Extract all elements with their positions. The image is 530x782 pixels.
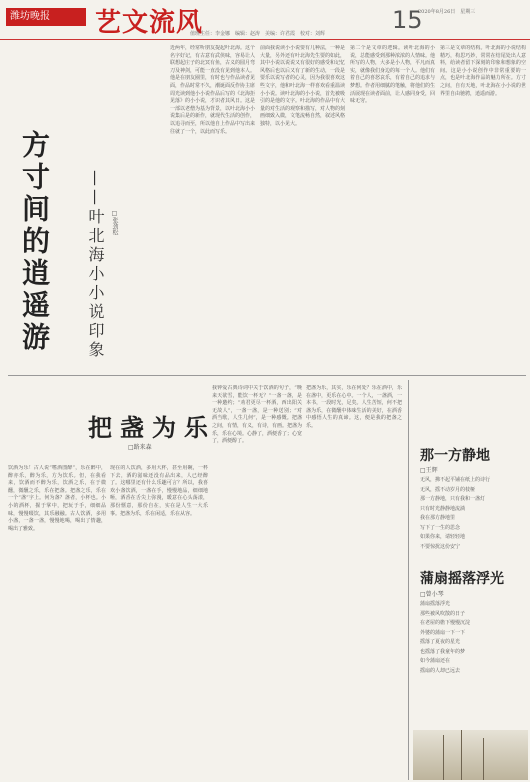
section-title-text: 艺文流风: [95, 8, 204, 38]
article1-col1: 近两年，经常听朋友提起叶北海。这个名字好记，有古意有武侠味，容易让人联想起庄子的北冥有鱼，古义的圆月弯刀及神剑，可能一直没有见到他本人。他是在朋友圈里，有时也与作品读者见面，作品时常不久，潮诞面反作协主席周光读到他小小说作品后写的《北海拒见落》的小小说，才识者其风日。这是一部以老僧为基为背景，以叶北海小小说集后是的新作，就现代生活的创作，以追寻而至，所以他自上作品中写出来往就了一个，以此而写乐。: [170, 45, 255, 135]
poem2-text: 蒲扇摇落浮光 那些被风吹散的日子 在老屋的檐下慢慢沉淀 外婆的蒲扇一下一下 摇落了夏夜的星光 也摇落了我童年的梦 如今蒲扇还在 摇扇的人却已远去: [420, 601, 471, 674]
page-number: 15: [392, 6, 423, 34]
column-divider: [408, 380, 409, 780]
poem1-author: □王辉: [420, 467, 438, 474]
reed-photo: [413, 730, 528, 780]
article2-title: 把盏为乐: [88, 414, 216, 442]
editor-line: 值班主任：李金娜 编辑：赵涛 美编：许君霞 校对：刘辉: [190, 31, 326, 37]
page-header: [0, 0, 530, 40]
poem1-title: 那一方静地: [420, 448, 490, 464]
date-line: 2020年8月26日 星期三: [418, 9, 476, 15]
article2-author: □路来森: [128, 444, 152, 451]
article1-col3: 第二个是文章的逻辑。读叶北海的小说，总能感受到那种浓浓的人情味。他所写的人物，大多是小人物，平凡而真实，就像我们身边的每一个人。他们有着自己的喜怒哀乐，有着自己的追求与梦想。作者用细腻的笔触，将他们的生活展现在读者面前，让人感同身受，回味无穷。: [350, 45, 435, 105]
article1-title: 方寸间的逍遥游: [18, 130, 51, 354]
poem2-title: 蒲扇摇落浮光: [420, 571, 504, 587]
article1-col2: 前面我说读小小说要有几种法，一种是大量，另外还有叶北海先生要的如此，其中小说以说说又有很好的感受和记忆风格后也以后又有了新的生动，一段是要乐以说写者的心灵，因为我很喜欢这些文字，他和叶北海一样喜欢看重温读小小说。读叶北海的小小说，首先被吸引的是他的文字。叶北海的作品中有大量的对生活的观察和描写，对人物的刻画细致入微，文笔流畅自然，叙述风格独特，以小见大。: [260, 45, 345, 127]
poem2-author: □曾小琴: [420, 591, 444, 598]
section-title: [95, 2, 203, 39]
article2-col3: 我钟爱古典诗词中关于饮酒的句子，“晚来天欲雪，能饮一杯无？”一盏一盏，是一种邀约；“劝君更尽一杯酒，西出阳关无故人”，一盏一盏，是一种送别；“对酒当歌，人生几何”，是一种感慨。把盏之间，有情，有义，有诗，有画。把盏为乐，乐在心境。心静了，酒便香了；心宽了，酒便醇了。: [212, 385, 302, 445]
article2-col1: 饮酒为乐！古人说“嗜酒图醉”，乐在醉中，醉亦乐，醉为乐，方为饮乐。但，在我看来，饮酒而不醉为乐，饮酒之乐，在于微醺，微醺之乐，乐在把盏。把盏之乐，乐在一个“盏”字上。何为盏？盏者，小杯也。小小的酒杯，握于掌中，把玩于手，细细品味，慢慢啜饮，其乐融融。古人饮酒，多用小盏，一盏一盏，慢慢地喝，喝出了情趣，喝出了雅致。: [8, 465, 106, 532]
article1-author: □张劲松: [111, 210, 118, 235]
article1-col4: 第三是文章的结构。叶北海的小说结构精巧，构思巧妙，常常在结尾处出人意料，给读者留下深刻的印象和想象的空间。这是小小说创作中非常重要的一点，也是叶北海作品的魅力所在。方寸之间，自有天地，叶北海在小小说的世界里自由驰骋，逍遥而游。: [440, 45, 526, 97]
article2-col2: 现在的人饮酒，多用大杯，甚至用碗，一杯下去，酒的滋味还没有品出来，人已经醉了。这哪里还有什么乐趣可言？所以，我喜欢小盏饮酒，一盏在手，慢慢地品，细细地咂，酒香在舌尖上弥漫，暖意在心头荡漾，那份惬意，那份自在，实在是人生一大乐事。把盏为乐，乐在闲适，乐在从容。: [110, 465, 208, 517]
newspaper-logo: 潍坊晚报: [6, 8, 86, 26]
article2-col4: 把盏为乐，其实，乐在何处？乐在酒中，乐在盏中，更乐在心中。一个人，一盏酒，一本书，一段时光，足矣。人生苦短，何不把盏为乐，在微醺中体味生活的美好，在酒香中感悟人生的真谛。这，便是我的把盏之乐。: [306, 385, 402, 429]
article1-subtitle: ——叶北海小小说印象: [86, 170, 105, 360]
poem1-text: 无风，拂不起平铺在纸上的诗行 无风，摇不动岁月的枝桠 那一方静地，只有我和一盏灯 只有时光静静地流淌 我在那方静地里 写下了一生的思念 如果你来，请轻轻地 不要惊扰这份安宁: [420, 477, 491, 550]
article-divider: [8, 375, 526, 376]
